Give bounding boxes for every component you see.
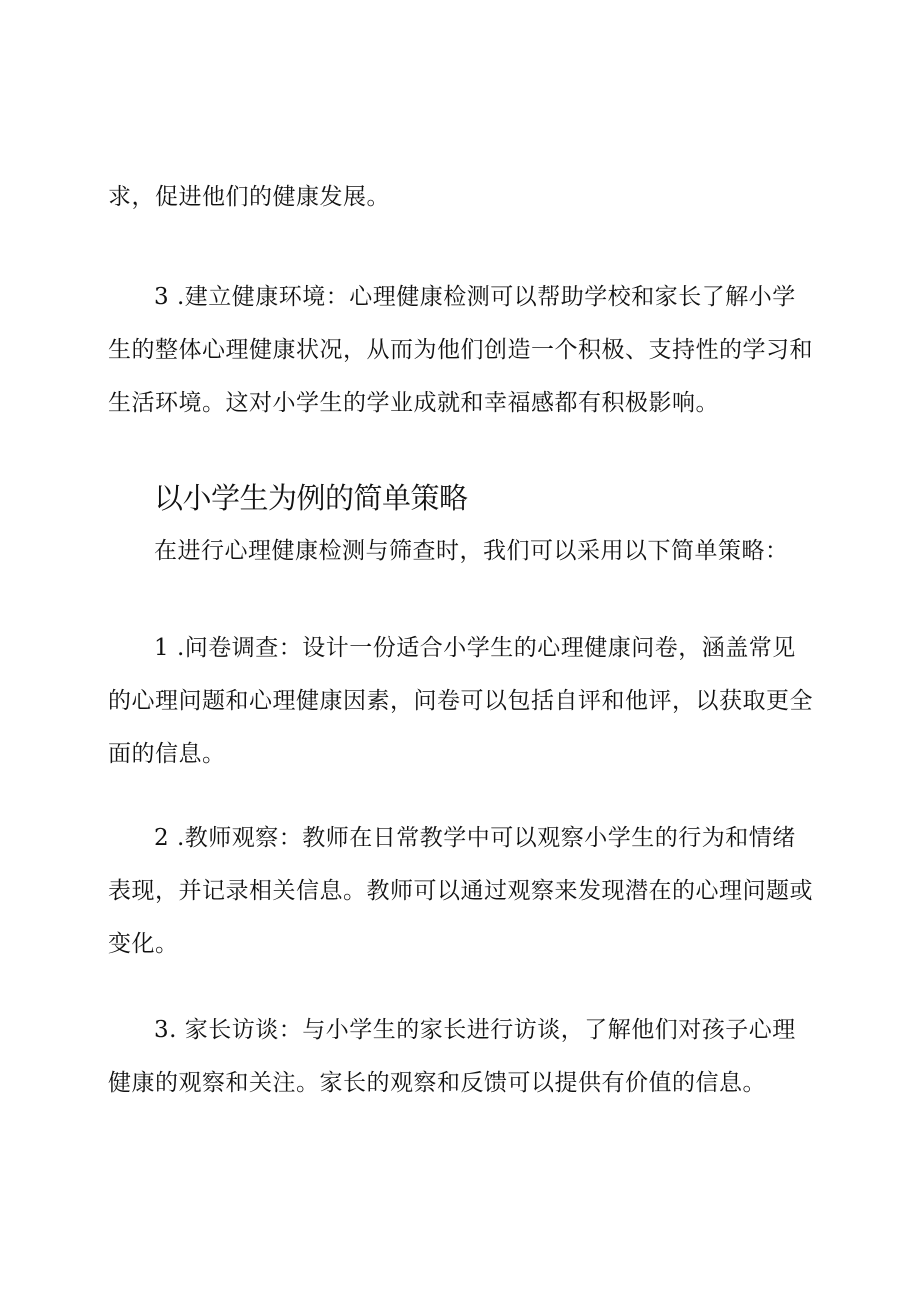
strategy-3-paragraph: 3. 家长访谈：与小学生的家长进行访谈，了解他们对孩子心理健康的观察和关注。家长的观察和反馈可以提供有价值的信息。 <box>108 1017 796 1096</box>
strategy-2-paragraph: 2 .教师观察：教师在日常教学中可以观察小学生的行为和情绪表现，并记录相关信息。教师可以通过观察来发现潜在的心理问题或变化。 <box>108 825 813 957</box>
item-3-environment-paragraph: 3 .建立健康环境：心理健康检测可以帮助学校和家长了解小学生的整体心理健康状况，从而为他们创造一个积极、支持性的学习和生活环境。这对小学生的学业成就和幸福感都有积极影响。 <box>108 284 813 416</box>
continuation-paragraph: 求，促进他们的健康发展。 <box>108 184 390 210</box>
strategy-1-paragraph: 1 .问卷调查：设计一份适合小学生的心理健康问卷，涵盖常见的心理问题和心理健康因素，问卷可以包括自评和他评，以获取更全面的信息。 <box>108 635 813 767</box>
intro-paragraph: 在进行心理健康检测与筛查时，我们可以采用以下简单策略： <box>154 538 789 564</box>
section-heading: 以小学生为例的简单策略 <box>154 481 468 515</box>
